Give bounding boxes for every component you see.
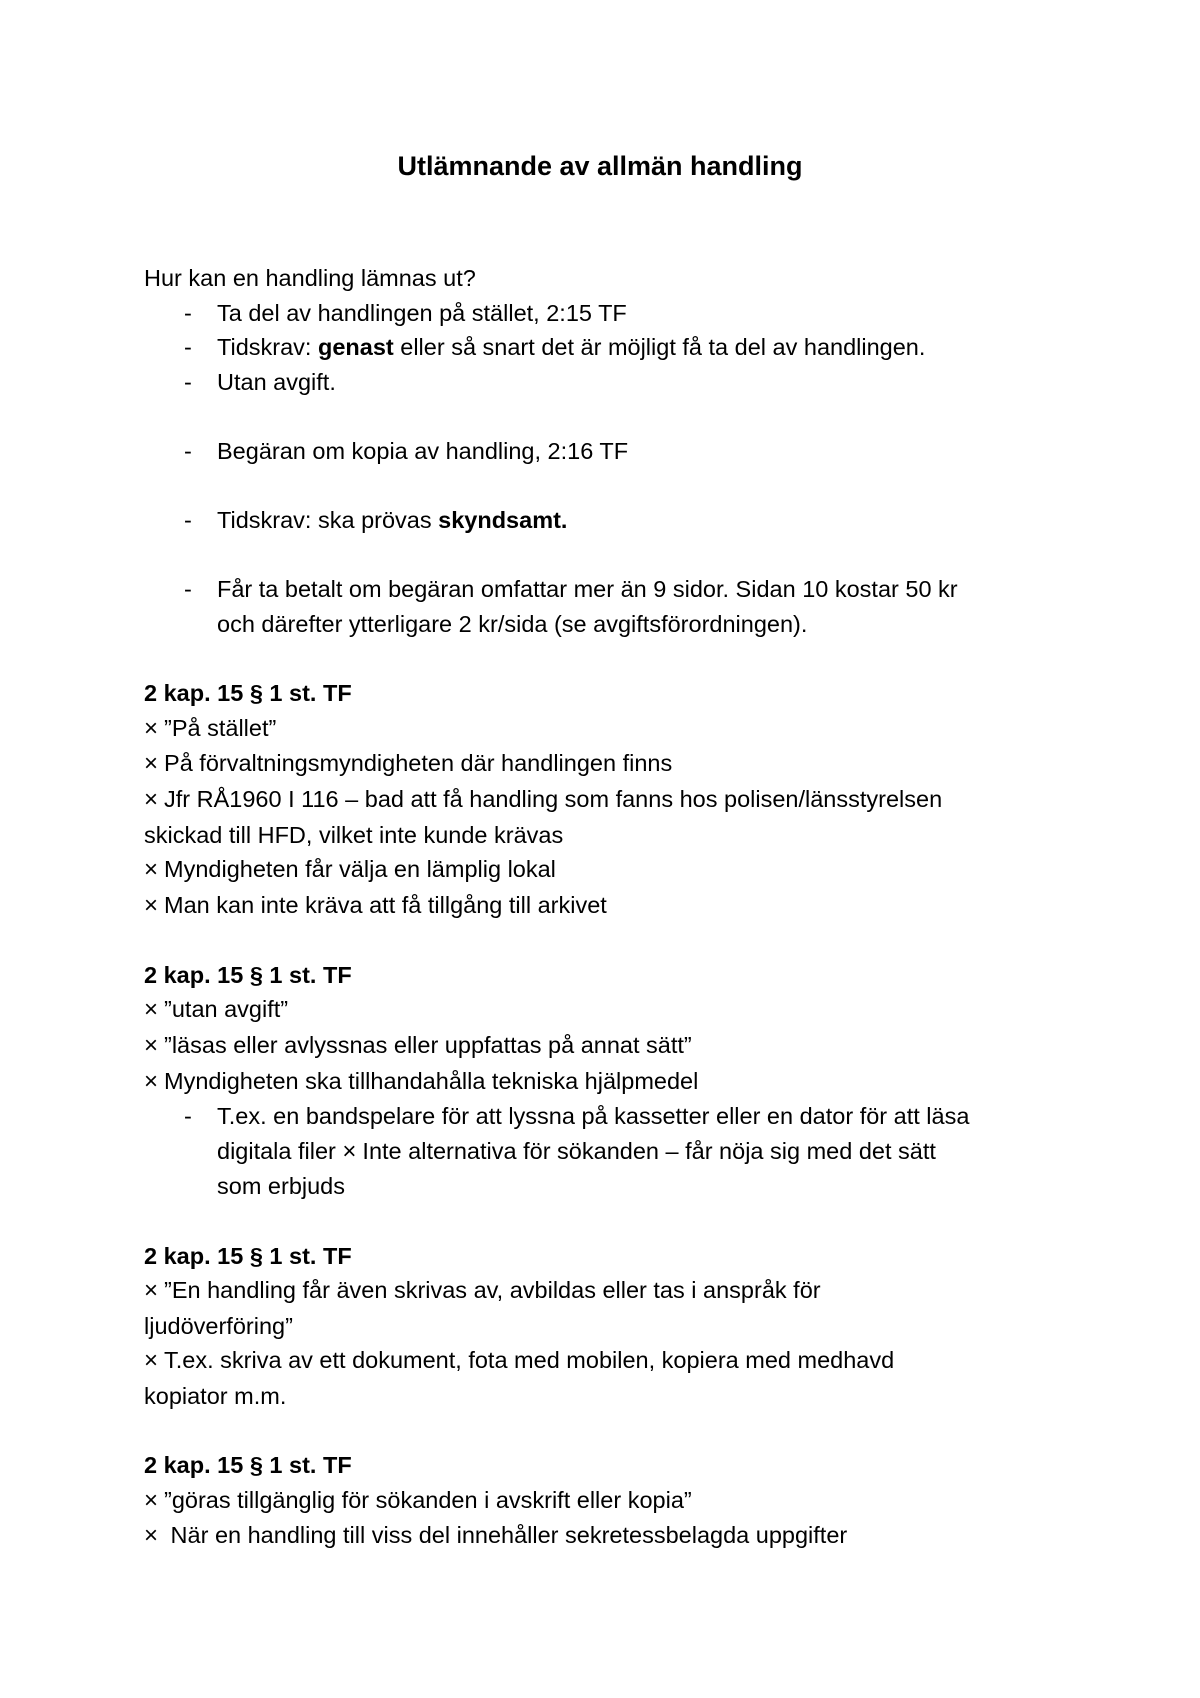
- spacer: [144, 1204, 1084, 1239]
- list-item-text: som erbjuds: [217, 1173, 345, 1200]
- x-item-text: ”En handling får även skrivas av, avbildas eller tas i anspråk för: [164, 1277, 821, 1304]
- list-item: [144, 434, 1084, 469]
- x-item-continuation: ljudöverföring”: [144, 1312, 293, 1339]
- x-item-text: T.ex. skriva av ett dokument, fota med mobilen, kopiera med medhavd: [164, 1347, 895, 1374]
- spacer: [144, 642, 1084, 677]
- x-item: [144, 1343, 1084, 1379]
- x-mark-icon: ×: [144, 1032, 159, 1060]
- x-item-text: Myndigheten ska tillhandahålla tekniska hjälpmedel: [164, 1067, 699, 1094]
- x-item: [144, 1064, 1084, 1100]
- x-mark-icon: ×: [144, 891, 159, 919]
- list-item-text: Får ta betalt om begäran omfattar mer än 9 sidor. Sidan 10 kostar 50 kr: [217, 576, 958, 603]
- x-item: [144, 1518, 1084, 1554]
- list-item-text: Begäran om kopia av handling, 2:16 TF: [217, 437, 629, 464]
- list-item: [144, 365, 1084, 400]
- list-item: [144, 330, 1084, 365]
- list-item-text: och därefter ytterligare 2 kr/sida (se avgiftsförordningen).: [217, 610, 808, 637]
- dash-bullet: -: [184, 576, 192, 603]
- x-mark-icon: ×: [144, 1522, 159, 1550]
- x-item: [144, 782, 1084, 818]
- x-item-text: När en handling till viss del innehåller sekretessbelagda uppgifter: [164, 1522, 848, 1549]
- x-item-text: ”läsas eller avlyssnas eller uppfattas på annat sätt”: [164, 1032, 692, 1059]
- spacer: [144, 923, 1084, 958]
- list-item-continuation: [144, 1134, 1084, 1170]
- spacer: [144, 1414, 1084, 1449]
- spacer: [144, 399, 1084, 434]
- x-mark-icon: ×: [144, 1067, 159, 1095]
- spacer: [144, 538, 1084, 573]
- list-item-continuation: [144, 607, 1084, 642]
- x-mark-icon: ×: [144, 996, 159, 1024]
- list-item-continuation: [144, 1169, 1084, 1204]
- x-item-text: Jfr RÅ1960 I 116 – bad att få handling som fanns hos polisen/länsstyrelsen: [164, 785, 943, 812]
- x-item: [144, 711, 1084, 747]
- x-item-text: ”utan avgift”: [164, 996, 289, 1023]
- list-item: [144, 296, 1084, 331]
- x-item: [144, 1483, 1084, 1519]
- spacer: [144, 469, 1084, 504]
- section-heading: 2 kap. 15 § 1 st. TF: [144, 1242, 352, 1269]
- x-mark-icon: ×: [144, 856, 159, 884]
- list-item: [144, 572, 1084, 607]
- list-item-text: Utan avgift.: [217, 368, 336, 395]
- list-item-text: T.ex. en bandspelare för att lyssna på kassetter eller en dator för att läsa: [217, 1103, 970, 1130]
- emphasis-text: skyndsamt.: [438, 507, 568, 534]
- x-item: [144, 1028, 1084, 1064]
- x-mark-icon: ×: [144, 1486, 159, 1514]
- x-item: [144, 852, 1084, 888]
- dash-bullet: -: [184, 368, 192, 395]
- x-item-text: ”På stället”: [164, 714, 277, 741]
- document-body: [144, 261, 1084, 1554]
- x-item-continuation: skickad till HFD, vilket inte kunde krävas: [144, 821, 564, 848]
- section-heading: 2 kap. 15 § 1 st. TF: [144, 961, 352, 988]
- x-item: [144, 1273, 1084, 1309]
- x-mark-icon: ×: [144, 1347, 159, 1375]
- dash-bullet: -: [184, 437, 192, 464]
- emphasis-text: genast: [317, 334, 394, 361]
- page-title: Utlämnande av allmän handling: [397, 151, 803, 181]
- section-heading: 2 kap. 15 § 1 st. TF: [144, 680, 352, 707]
- list-item: [144, 1099, 1084, 1134]
- x-mark-icon: ×: [144, 750, 159, 778]
- section-heading: 2 kap. 15 § 1 st. TF: [144, 1452, 352, 1479]
- x-mark-icon: ×: [144, 1277, 159, 1305]
- x-item-text: ”göras tillgänglig för sökanden i avskrift eller kopia”: [164, 1486, 692, 1513]
- list-item-text: eller så snart det är möjligt få ta del av handlingen.: [393, 334, 926, 361]
- list-item: [144, 503, 1084, 538]
- list-item-text: Ta del av handlingen på stället, 2:15 TF: [217, 299, 627, 326]
- list-item-text: Inte alternativa för sökanden – får nöja sig med det sätt: [362, 1137, 936, 1164]
- x-item-text: Man kan inte kräva att få tillgång till arkivet: [164, 891, 607, 918]
- x-mark-icon: ×: [144, 785, 159, 813]
- list-item-text: digitala filer: [217, 1137, 336, 1164]
- x-item-text: På förvaltningsmyndigheten där handlingen finns: [164, 750, 673, 777]
- x-item-continuation: kopiator m.m.: [144, 1383, 287, 1409]
- x-item: [144, 746, 1084, 782]
- x-mark-icon: ×: [144, 714, 159, 742]
- x-item-text: Myndigheten får välja en lämplig lokal: [164, 856, 556, 883]
- x-item: [144, 888, 1084, 924]
- x-mark-icon: ×: [342, 1137, 357, 1165]
- x-item: [144, 992, 1084, 1028]
- list-item-text: Tidskrav: ska prövas: [217, 507, 439, 534]
- list-item-text: Tidskrav:: [217, 334, 318, 361]
- intro-question: Hur kan en handling lämnas ut?: [144, 265, 476, 291]
- dash-bullet: -: [184, 1103, 192, 1130]
- dash-bullet: -: [184, 507, 192, 534]
- dash-bullet: -: [184, 334, 192, 361]
- dash-bullet: -: [184, 299, 192, 326]
